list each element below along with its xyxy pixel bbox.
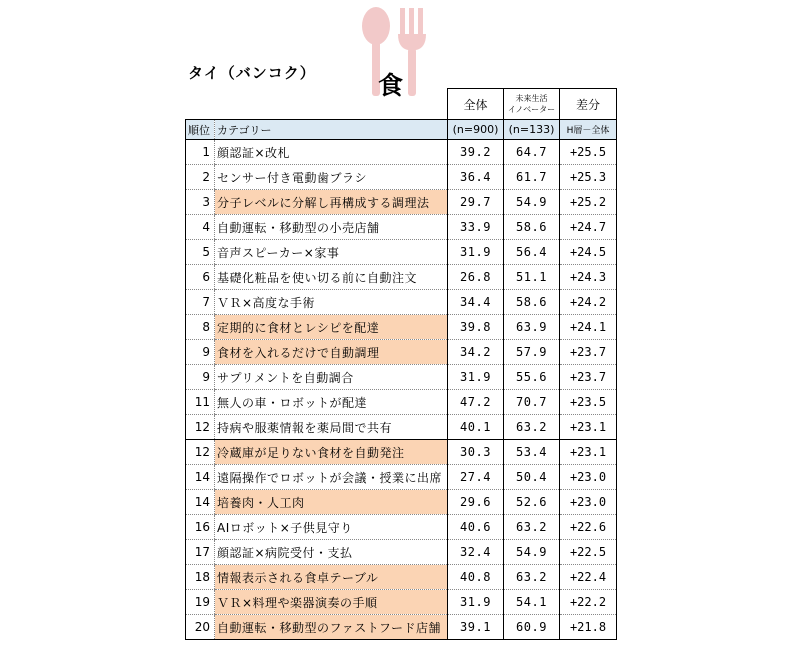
- table-row: [186, 590, 617, 615]
- rank-cell: 20: [186, 615, 215, 640]
- innovator-value-cell: 70.7: [504, 390, 560, 415]
- category-cell: ＶＲ×料理や楽器演奏の手順: [215, 590, 448, 615]
- rank-cell: 17: [186, 540, 215, 565]
- diff-value-cell: +22.5: [560, 540, 617, 565]
- innovator-value-cell: 58.6: [504, 215, 560, 240]
- rank-cell: 1: [186, 140, 215, 165]
- col-diff-header: 差分: [560, 89, 617, 120]
- all-value-cell: 34.2: [448, 340, 504, 365]
- all-value-cell: 29.7: [448, 190, 504, 215]
- diff-value-cell: +23.1: [560, 415, 617, 440]
- rank-cell: 14: [186, 465, 215, 490]
- table-row: [186, 265, 617, 290]
- n-innovator: (n=133): [504, 120, 560, 140]
- all-value-cell: 29.6: [448, 490, 504, 515]
- header-row: [186, 89, 617, 120]
- rank-cell: 7: [186, 290, 215, 315]
- rank-cell: 11: [186, 390, 215, 415]
- table-row: [186, 540, 617, 565]
- table-row: [186, 340, 617, 365]
- all-value-cell: 39.2: [448, 140, 504, 165]
- innovator-value-cell: 63.2: [504, 415, 560, 440]
- category-cell: 情報表示される食卓テーブル: [215, 565, 448, 590]
- category-cell: 基礎化粧品を使い切る前に自動注文: [215, 265, 448, 290]
- innovator-value-cell: 54.9: [504, 190, 560, 215]
- all-value-cell: 40.6: [448, 515, 504, 540]
- diff-value-cell: +22.2: [560, 590, 617, 615]
- all-value-cell: 34.4: [448, 290, 504, 315]
- table-row: [186, 390, 617, 415]
- category-cell: 顔認証×改札: [215, 140, 448, 165]
- diff-value-cell: +21.8: [560, 615, 617, 640]
- innovator-value-cell: 55.6: [504, 365, 560, 390]
- diff-value-cell: +23.5: [560, 390, 617, 415]
- diff-value-cell: +22.4: [560, 565, 617, 590]
- diff-value-cell: +25.3: [560, 165, 617, 190]
- all-value-cell: 40.1: [448, 415, 504, 440]
- n-all: (n=900): [448, 120, 504, 140]
- table-row: [186, 465, 617, 490]
- category-cell: ＶＲ×高度な手術: [215, 290, 448, 315]
- all-value-cell: 26.8: [448, 265, 504, 290]
- all-value-cell: 36.4: [448, 165, 504, 190]
- diff-value-cell: +24.5: [560, 240, 617, 265]
- rank-cell: 6: [186, 265, 215, 290]
- all-value-cell: 47.2: [448, 390, 504, 415]
- innovator-value-cell: 51.1: [504, 265, 560, 290]
- table-row: [186, 165, 617, 190]
- rank-cell: 9: [186, 365, 215, 390]
- all-value-cell: 31.9: [448, 590, 504, 615]
- diff-value-cell: +22.6: [560, 515, 617, 540]
- innovator-value-cell: 53.4: [504, 440, 560, 465]
- category-header: カテゴリー: [215, 120, 448, 140]
- category-cell: 定期的に食材とレシピを配達: [215, 315, 448, 340]
- table-row: [186, 240, 617, 265]
- diff-value-cell: +24.2: [560, 290, 617, 315]
- innovator-value-cell: 50.4: [504, 465, 560, 490]
- category-cell: 分子レベルに分解し再構成する調理法: [215, 190, 448, 215]
- rank-cell: 14: [186, 490, 215, 515]
- all-value-cell: 40.8: [448, 565, 504, 590]
- rank-cell: 18: [186, 565, 215, 590]
- all-value-cell: 32.4: [448, 540, 504, 565]
- food-label: 食: [378, 71, 404, 100]
- innovator-value-cell: 61.7: [504, 165, 560, 190]
- table-row: [186, 615, 617, 640]
- ranking-table: [185, 88, 617, 640]
- diff-value-cell: +24.7: [560, 215, 617, 240]
- all-value-cell: 31.9: [448, 365, 504, 390]
- rank-cell: 5: [186, 240, 215, 265]
- table-row: [186, 440, 617, 465]
- rank-cell: 3: [186, 190, 215, 215]
- innovator-value-cell: 64.7: [504, 140, 560, 165]
- category-cell: 遠隔操作でロボットが会議・授業に出席: [215, 465, 448, 490]
- diff-value-cell: +23.7: [560, 340, 617, 365]
- diff-note: H層－全体: [560, 120, 617, 140]
- all-value-cell: 39.1: [448, 615, 504, 640]
- innovator-value-cell: 52.6: [504, 490, 560, 515]
- innovator-value-cell: 58.6: [504, 290, 560, 315]
- rank-cell: 12: [186, 440, 215, 465]
- table-row: [186, 490, 617, 515]
- innovator-value-cell: 63.9: [504, 315, 560, 340]
- diff-value-cell: +23.0: [560, 490, 617, 515]
- rank-cell: 2: [186, 165, 215, 190]
- all-value-cell: 39.8: [448, 315, 504, 340]
- category-cell: 無人の車・ロボットが配達: [215, 390, 448, 415]
- col-innovator-header: 未来生活 イノベーター: [504, 89, 560, 120]
- diff-value-cell: +23.7: [560, 365, 617, 390]
- rank-cell: 8: [186, 315, 215, 340]
- category-cell: サプリメントを自動調合: [215, 365, 448, 390]
- innovator-value-cell: 60.9: [504, 615, 560, 640]
- table-row: [186, 515, 617, 540]
- table-row: [186, 365, 617, 390]
- category-cell: AIロボット×子供見守り: [215, 515, 448, 540]
- diff-value-cell: +23.0: [560, 465, 617, 490]
- category-cell: 自動運転・移動型の小売店舗: [215, 215, 448, 240]
- category-cell: 音声スピーカー×家事: [215, 240, 448, 265]
- all-value-cell: 27.4: [448, 465, 504, 490]
- category-cell: 持病や服薬情報を薬局間で共有: [215, 415, 448, 440]
- innovator-value-cell: 56.4: [504, 240, 560, 265]
- category-cell: センサー付き電動歯ブラシ: [215, 165, 448, 190]
- table-row: [186, 140, 617, 165]
- table-row: [186, 290, 617, 315]
- innovator-value-cell: 57.9: [504, 340, 560, 365]
- category-cell: 自動運転・移動型のファストフード店舗: [215, 615, 448, 640]
- diff-value-cell: +24.3: [560, 265, 617, 290]
- all-value-cell: 30.3: [448, 440, 504, 465]
- table-row: [186, 565, 617, 590]
- diff-value-cell: +24.1: [560, 315, 617, 340]
- all-value-cell: 31.9: [448, 240, 504, 265]
- diff-value-cell: +25.5: [560, 140, 617, 165]
- category-cell: 顔認証×病院受付・支払: [215, 540, 448, 565]
- table-row: [186, 415, 617, 440]
- rank-header: 順位: [186, 120, 215, 140]
- page-title: タイ（バンコク）: [188, 64, 316, 82]
- col-all-header: 全体: [448, 89, 504, 120]
- category-cell: 食材を入れるだけで自動調理: [215, 340, 448, 365]
- innovator-value-cell: 54.9: [504, 540, 560, 565]
- table-row: [186, 190, 617, 215]
- diff-value-cell: +25.2: [560, 190, 617, 215]
- innovator-value-cell: 54.1: [504, 590, 560, 615]
- rank-cell: 12: [186, 415, 215, 440]
- table-row: [186, 215, 617, 240]
- category-cell: 培養肉・人工肉: [215, 490, 448, 515]
- category-cell: 冷蔵庫が足りない食材を自動発注: [215, 440, 448, 465]
- rank-cell: 19: [186, 590, 215, 615]
- rank-cell: 9: [186, 340, 215, 365]
- innovator-value-cell: 63.2: [504, 515, 560, 540]
- innovator-value-cell: 63.2: [504, 565, 560, 590]
- all-value-cell: 33.9: [448, 215, 504, 240]
- rank-cell: 16: [186, 515, 215, 540]
- diff-value-cell: +23.1: [560, 440, 617, 465]
- rank-cell: 4: [186, 215, 215, 240]
- subheader-row: [186, 120, 617, 140]
- table-row: [186, 315, 617, 340]
